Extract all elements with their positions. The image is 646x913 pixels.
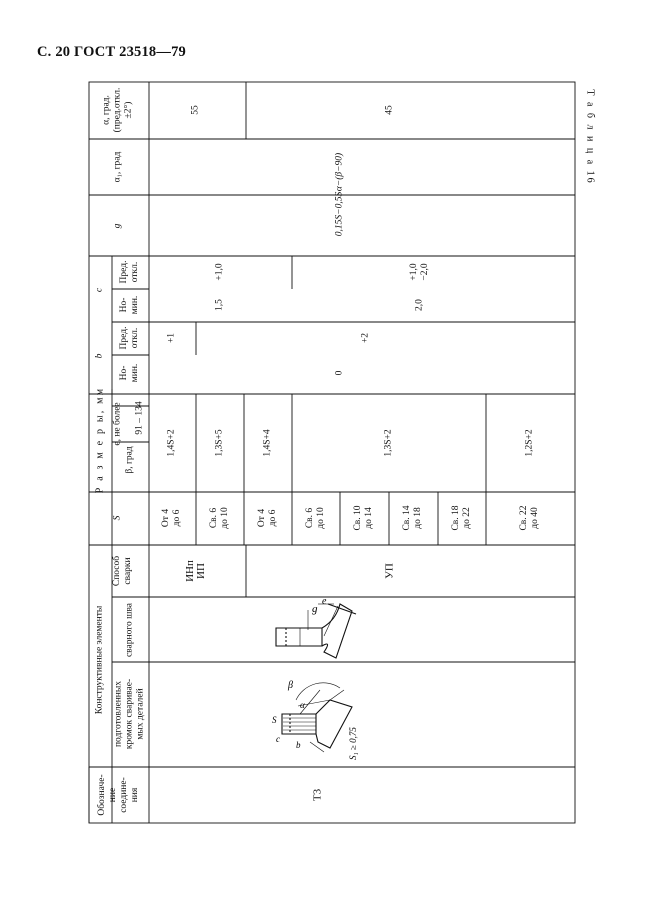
edge-preparation-drawing (282, 683, 352, 752)
s-range-1: От 4 до 6 (161, 508, 182, 528)
col-c-nominal: Но- мин. (119, 295, 140, 315)
col-alpha: α, град. (пред.откл. ±2°) (101, 87, 134, 133)
s-range-8: Св. 22 до 40 (519, 505, 540, 531)
edge-label-b: b (296, 740, 301, 750)
s-range-3: От 4 до 6 (257, 508, 278, 528)
b-tolerance-value-1: +1 (166, 332, 177, 344)
page-header: С. 20 ГОСТ 23518—79 (37, 44, 186, 60)
col-c-tolerance: Пред. откл. (119, 260, 140, 284)
edge-label-c: c (276, 734, 280, 744)
g-value: 0,15S−0,5S (334, 191, 345, 237)
col-b-tolerance: Пред. откл. (119, 326, 140, 350)
col-g: g (112, 223, 123, 229)
col-e-max: e, не более (112, 402, 123, 446)
weld-label-g: g (312, 603, 318, 615)
b-nominal-value: 0 (334, 370, 345, 376)
s-range-2: Св. 6 до 10 (209, 507, 230, 529)
c-nominal-value-2: 2,0 (414, 299, 425, 311)
col-beta: β, град (124, 446, 135, 474)
e-value-4: 1,3S+2 (383, 429, 394, 457)
alpha1-value: α−(β−90) (334, 152, 345, 192)
col-designation: Обозначе- ние соедине- ния (97, 774, 140, 816)
s-range-7: Св. 18 до 22 (451, 505, 472, 531)
table-border (89, 82, 575, 823)
weld-label-e: e (322, 596, 327, 607)
col-prepared-edges: подготовленных кромок сваривае- мых деталей (113, 678, 146, 750)
col-beta-range: 91 – 134 (134, 401, 145, 435)
col-c: c (94, 287, 105, 293)
col-alpha1: α₁, град (112, 151, 123, 183)
col-method: Способ сварки (112, 555, 133, 587)
c-nominal-value-1: 1,5 (214, 299, 225, 311)
e-value-2: 1,3S+5 (214, 429, 225, 457)
table-caption: Т а б л и ц а 16 (584, 89, 596, 185)
col-b-nominal: Но- мин. (119, 363, 140, 383)
e-value-5: 1,2S+2 (524, 429, 535, 457)
col-structural-elements: Конструктивные элементы (94, 605, 105, 715)
e-value-1: 1,4S+2 (166, 429, 177, 457)
col-sizes: Р а з м е р ы, мм (94, 386, 106, 494)
s-range-4: Св. 6 до 10 (305, 507, 326, 529)
col-b: b (94, 353, 105, 359)
e-value-3: 1,4S+4 (262, 429, 273, 457)
edge-label-s: S (272, 715, 277, 725)
edge-label-alpha: α (300, 700, 305, 710)
alpha-value-2: 45 (384, 105, 395, 115)
method-value-1: ИНп ИП (184, 560, 207, 582)
edge-label-beta: β (288, 680, 293, 691)
b-tolerance-value-2: +2 (360, 332, 371, 344)
c-tolerance-value-1: +1,0 (214, 263, 225, 281)
c-tolerance-value-2: +1,0 −2,0 (409, 263, 430, 281)
edge-label-s1: S₁ ≥ 0,75 (348, 727, 358, 760)
s-range-6: Св. 14 до 18 (402, 505, 423, 531)
method-value-2: УП (383, 563, 396, 579)
alpha-value-1: 55 (190, 105, 201, 115)
s-range-5: Св. 10 до 14 (353, 505, 374, 531)
designation-value: Т3 (311, 788, 324, 802)
col-weld: сварного шва (124, 602, 135, 658)
col-s: S (112, 515, 123, 521)
